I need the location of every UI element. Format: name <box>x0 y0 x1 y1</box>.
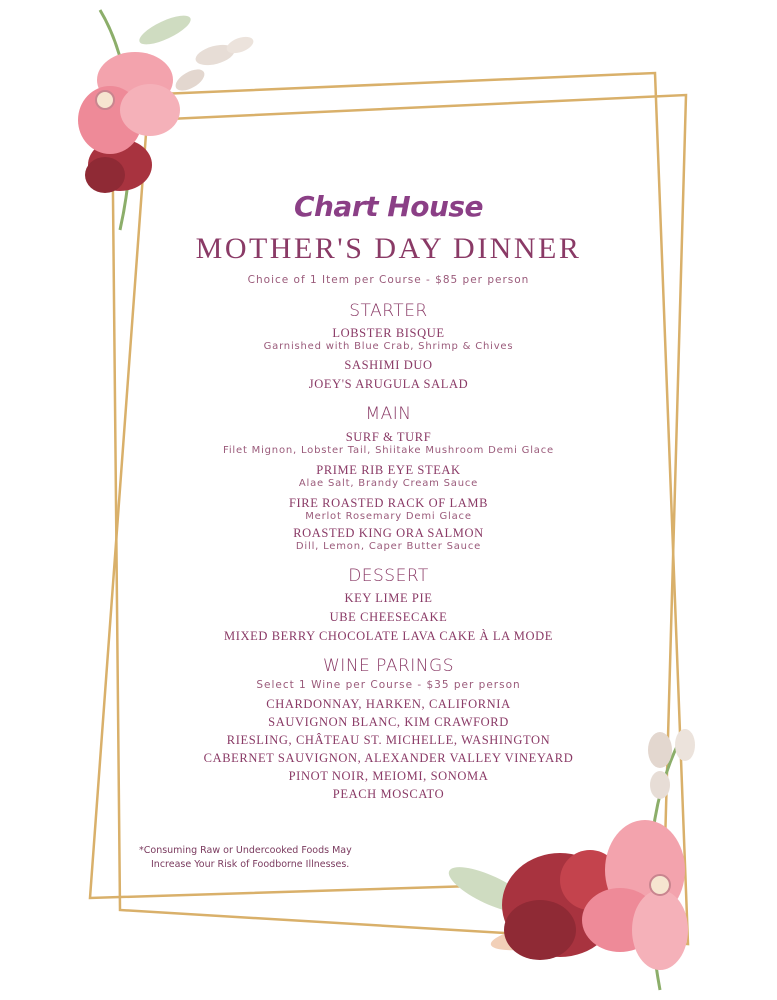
menu-item-description: Merlot Rosemary Demi Glace <box>305 511 472 522</box>
menu-item: MIXED BERRY CHOCOLATE LAVA CAKE À LA MODE <box>224 629 553 643</box>
brand-logo: Chart House <box>293 190 484 223</box>
wine-item: SAUVIGNON BLANC, KIM CRAWFORD <box>268 715 509 729</box>
raw-food-disclaimer <box>139 844 352 872</box>
wine-item: PINOT NOIR, MEIOMI, SONOMA <box>288 769 489 783</box>
menu-item-description: Filet Mignon, Lobster Tail, Shiitake Mushroom Demi Glace <box>223 445 554 456</box>
menu-item: JOEY'S ARUGULA SALAD <box>308 377 469 391</box>
menu-item-description: Alae Salt, Brandy Cream Sauce <box>298 478 479 489</box>
menu-item: SASHIMI DUO <box>344 358 433 372</box>
menu-item-description: Garnished with Blue Crab, Shrimp & Chives <box>263 341 514 352</box>
disclaimer-line: *Consuming Raw or Undercooked Foods May <box>139 845 352 856</box>
menu-item-description: Dill, Lemon, Caper Butter Sauce <box>295 541 482 552</box>
disclaimer-line: Increase Your Risk of Foodborne Illnesses. <box>151 859 350 870</box>
wine-item: PEACH MOSCATO <box>332 787 445 801</box>
menu-item: FIRE ROASTED RACK OF LAMB <box>288 496 489 510</box>
section-heading-wine: WINE PARINGS <box>323 656 454 676</box>
menu-item: UBE CHEESECAKE <box>329 610 448 624</box>
page-title: MOTHER'S DAY DINNER <box>195 232 582 265</box>
wine-item: RIESLING, CHÂTEAU ST. MICHELLE, WASHINGTON <box>226 733 551 747</box>
menu-subtitle: Choice of 1 Item per Course - $85 per person <box>247 274 530 286</box>
wine-item: CHARDONNAY, HARKEN, CALIFORNIA <box>266 697 511 711</box>
section-heading-starter: STARTER <box>349 301 428 321</box>
menu-item: KEY LIME PIE <box>344 591 433 605</box>
wine-item: CABERNET SAUVIGNON, ALEXANDER VALLEY VINEYARD <box>203 751 574 765</box>
section-heading-main: MAIN <box>365 404 412 424</box>
section-heading-dessert: DESSERT <box>348 566 429 586</box>
wine-subtitle: Select 1 Wine per Course - $35 per person <box>256 679 521 691</box>
menu-item: LOBSTER BISQUE <box>332 326 445 340</box>
menu-item: ROASTED KING ORA SALMON <box>293 526 484 540</box>
menu-item: SURF & TURF <box>345 430 432 444</box>
menu-item: PRIME RIB EYE STEAK <box>316 463 461 477</box>
